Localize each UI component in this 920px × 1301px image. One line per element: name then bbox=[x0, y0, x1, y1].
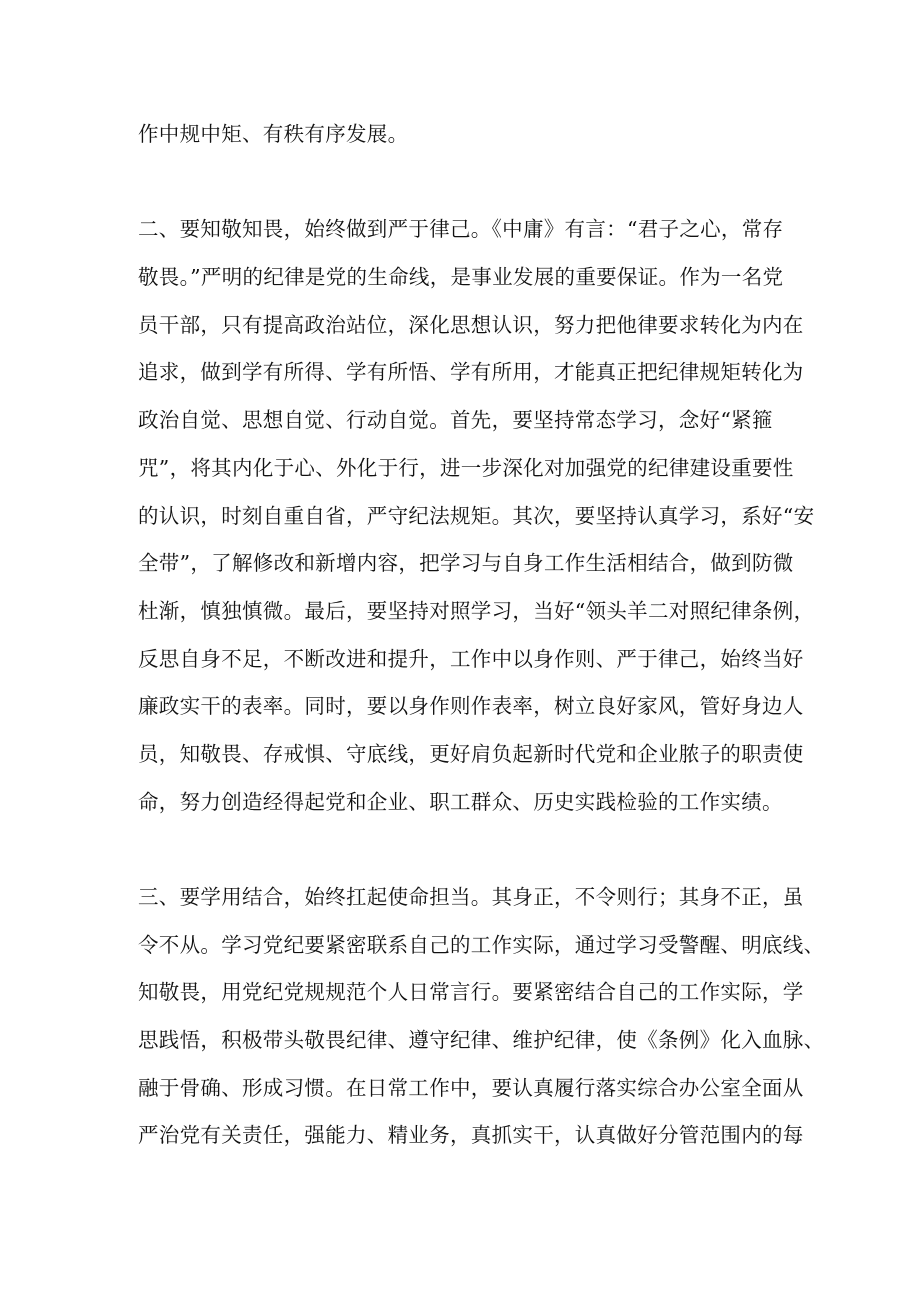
text-line: 三、要学用结合，始终扛起使命担当。其身正，不令则行；其身不正，虽 bbox=[138, 885, 804, 909]
text-line: 反思自身不足，不断改进和提升，工作中以身作则、严于律己，始终当好 bbox=[138, 646, 804, 671]
paragraph-3 bbox=[138, 874, 838, 1160]
text-line: 政治自觉、思想自觉、行动自觉。首先，要坚持常态学习，念好“紧箍 bbox=[138, 408, 773, 433]
text-line: 思践悟，积极带头敬畏纪律、遵守纪律、维护纪律，使《条例》化入血脉、 bbox=[138, 1028, 825, 1053]
text-line: 二、要知敬知畏，始终做到严于律己。《中庸》有言：“君子之心，常存 bbox=[138, 217, 784, 242]
text-line: 严治党有关责任，强能力、精业务，真抓实干，认真做好分管范围内的每 bbox=[138, 1123, 804, 1148]
text-line: 廉政实干的表率。同时，要以身作则作表率，树立良好家风，管好身边人 bbox=[138, 694, 804, 719]
text-line: 敬畏。”严明的纪律是党的生命线，是事业发展的重要保证。作为一名党 bbox=[138, 265, 784, 290]
paragraph-2 bbox=[138, 206, 838, 826]
text-line: 命，努力创造经得起党和企业、职工群众、历史实践检验的工作实绩。 bbox=[138, 789, 783, 814]
paragraph-1 bbox=[138, 111, 838, 159]
text-line: 的认识，时刻自重自省，严守纪法规矩。其次，要坚持认真学习，系好“安 bbox=[138, 503, 815, 528]
paragraph-gap bbox=[138, 826, 838, 874]
text-line: 追求，做到学有所得、学有所悟、学有所用，才能真正把纪律规矩转化为 bbox=[138, 360, 804, 385]
text-line: 令不从。学习党纪要紧密联系自己的工作实际，通过学习受警醒、明底线、 bbox=[138, 932, 825, 957]
text-line: 融于骨确、形成习惯。在日常工作中，要认真履行落实综合办公室全面从 bbox=[138, 1075, 804, 1100]
text-line: 知敬畏，用党纪党规规范个人日常言行。要紧密结合自己的工作实际，学 bbox=[138, 980, 804, 1005]
document-page bbox=[138, 111, 838, 1160]
text-line: 作中规中矩、有秩有序发展。 bbox=[138, 122, 409, 146]
paragraph-gap bbox=[138, 159, 838, 207]
text-line: 员干部，只有提高政治站位，深化思想认识，努力把他律要求转化为内在 bbox=[138, 312, 804, 337]
text-line: 全带”，了解修改和新增内容，把学习与自身工作生活相结合，做到防微 bbox=[138, 551, 794, 576]
text-line: 杜渐，慎独慎微。最后，要坚持对照学习，当好“领头羊二对照纪律条例， bbox=[138, 598, 815, 623]
text-line: 员，知敬畏、存戒惧、守底线，更好肩负起新时代党和企业脓子的职责使 bbox=[138, 741, 804, 766]
text-line: 咒”，将其内化于心、外化于行，进一步深化对加强党的纪律建设重要性 bbox=[138, 455, 794, 480]
